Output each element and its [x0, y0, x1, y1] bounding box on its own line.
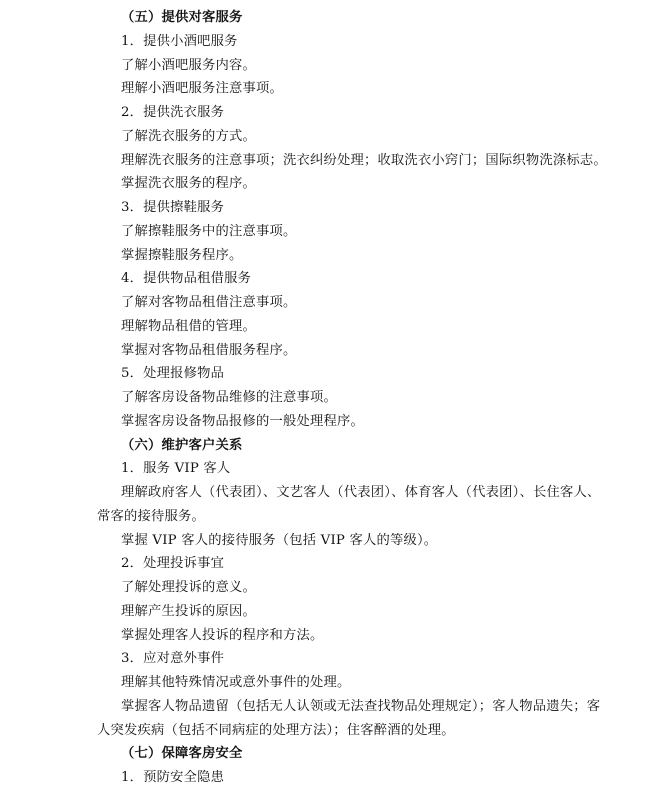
- subsection-title: 3．应对意外事件: [121, 651, 225, 667]
- body-text-line: 理解产生投诉的原因。: [121, 603, 256, 619]
- section-heading: （七）保障客房安全: [121, 746, 243, 762]
- body-text-line: 了解客房设备物品维修的注意事项。: [121, 390, 337, 405]
- subsection-title: 1．提供小酒吧服务: [121, 33, 238, 49]
- body-text-line: 了解小酒吧服务内容。: [121, 57, 256, 73]
- body-text-line: 掌握处理客人投诉的程序和方法。: [121, 627, 324, 643]
- section-heading: （六）维护客户关系: [121, 437, 243, 453]
- body-text-line: 掌握对客物品租借服务程序。: [121, 342, 297, 358]
- body-text-line: 掌握洗衣服务的程序。: [121, 176, 256, 192]
- body-text-line: 人突发疾病（包括不同病症的处理方法）；住客醉酒的处理。: [97, 722, 455, 738]
- body-text-line: 理解其他特殊情况或意外事件的处理。: [121, 675, 351, 690]
- body-text-line: 理解小酒吧服务注意事项。: [121, 81, 283, 97]
- subsection-title: 5．处理报修物品: [121, 366, 225, 382]
- body-text-line: 了解洗衣服务的方式。: [121, 128, 256, 144]
- subsection-title: 4．提供物品租借服务: [121, 271, 252, 287]
- subsection-title: 2．提供洗衣服务: [121, 105, 225, 120]
- subsection-title: 2．处理投诉事宜: [121, 556, 225, 572]
- subsection-title: 3．提供擦鞋服务: [121, 200, 225, 215]
- body-text-line: 理解洗衣服务的注意事项；洗衣纠纷处理；收取洗衣小窍门；国际织物洗涤标志。: [121, 152, 607, 168]
- body-text-line: 掌握 VIP 客人的接待服务（包括 VIP 客人的等级）。: [121, 532, 438, 548]
- subsection-title: 1．服务 VIP 客人: [121, 461, 231, 477]
- body-text-line: 了解擦鞋服务中的注意事项。: [121, 223, 297, 239]
- body-text-line: 掌握客房设备物品报修的一般处理程序。: [121, 413, 364, 429]
- body-text-line: 了解处理投诉的意义。: [121, 580, 256, 595]
- body-text-line: 理解物品租借的管理。: [121, 318, 256, 334]
- body-text-line: 常客的接待服务。: [97, 508, 205, 524]
- body-text-line: 掌握擦鞋服务程序。: [121, 247, 243, 263]
- subsection-title: 1．预防安全隐患: [121, 770, 225, 785]
- section-heading: （五）提供对客服务: [121, 10, 243, 25]
- body-text-line: 掌握客人物品遗留（包括无人认领或无法查找物品处理规定）；客人物品遗失；客: [121, 698, 601, 714]
- body-text-line: 了解对客物品租借注意事项。: [121, 295, 297, 310]
- body-text-line: 理解政府客人（代表团）、文艺客人（代表团）、体育客人（代表团）、长住客人、: [121, 485, 601, 500]
